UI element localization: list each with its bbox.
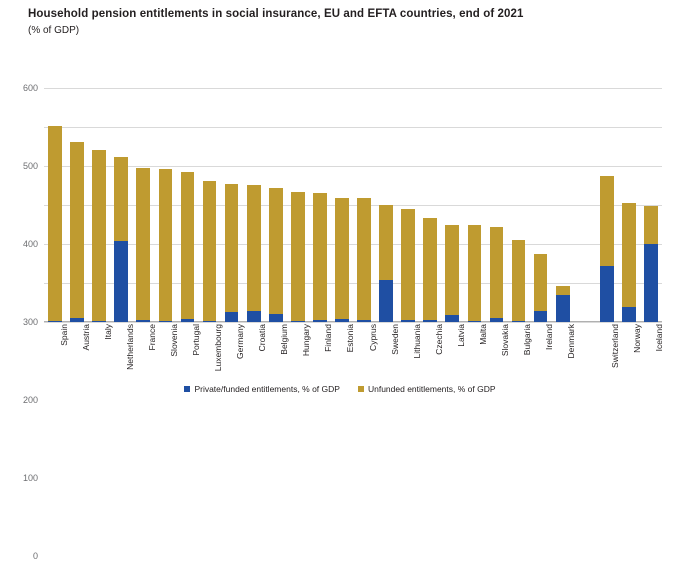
x-axis-tick-label: Bulgaria (522, 324, 533, 356)
bar-segment-unfunded (622, 203, 636, 307)
bar-segment-private (468, 321, 482, 322)
bar-segment-unfunded (379, 205, 393, 279)
x-axis-tick-label: Belgium (279, 324, 290, 355)
y-axis-tick-label: 500 (22, 161, 38, 171)
bar-segment-unfunded (490, 227, 504, 318)
x-axis-tick-label: Ireland (544, 324, 555, 350)
bar-segment-unfunded (556, 286, 570, 295)
bar-segment-private (313, 320, 327, 322)
bar-column[interactable] (534, 254, 548, 322)
bar-segment-unfunded (512, 240, 526, 321)
bar-segment-private (379, 280, 393, 322)
x-axis-tick-label: Cyprus (367, 324, 378, 351)
x-axis-tick-label: Iceland (654, 324, 665, 352)
bar-segment-unfunded (423, 218, 437, 321)
bar-column[interactable] (445, 225, 459, 322)
x-axis-tick-label: Denmark (566, 324, 577, 359)
legend-label-private: Private/funded entitlements, % of GDP (194, 384, 340, 394)
x-axis-tick-label: Malta (477, 324, 488, 345)
x-axis-tick-label: Hungary (301, 324, 312, 357)
bar-segment-unfunded (159, 169, 173, 321)
x-axis-tick-label: Luxembourg (213, 324, 224, 372)
x-axis-tick-label: Lithuania (411, 324, 422, 359)
bar-segment-private (512, 321, 526, 322)
x-axis-labels (44, 324, 665, 386)
bar-segment-private (92, 321, 106, 322)
x-axis-tick-label: Italy (102, 324, 113, 340)
x-axis-tick-label: Finland (323, 324, 334, 352)
bar-segment-private (159, 321, 173, 322)
bar-segment-private (423, 320, 437, 322)
bar-segment-private (335, 319, 349, 322)
y-axis-tick-label: 300 (22, 317, 38, 327)
bar-column[interactable] (622, 203, 636, 322)
bar-segment-private (357, 320, 371, 322)
bar-column[interactable] (600, 176, 614, 322)
bar-segment-unfunded (181, 172, 195, 319)
y-axis-tick-label: 600 (22, 83, 38, 93)
x-axis-tick-label: France (146, 324, 157, 351)
bar-segment-private (622, 307, 636, 322)
bar-series (44, 88, 662, 322)
bar-segment-unfunded (225, 184, 239, 312)
x-axis-tick-label: Croatia (257, 324, 268, 352)
bar-segment-unfunded (92, 150, 106, 320)
bar-segment-private (291, 321, 305, 322)
bar-segment-unfunded (291, 192, 305, 321)
legend-item-private[interactable] (184, 384, 340, 394)
legend-swatch-icon (184, 386, 190, 392)
bar-column[interactable] (357, 198, 371, 322)
y-axis-tick-label: 200 (22, 395, 38, 405)
bar-segment-unfunded (247, 185, 261, 312)
bar-segment-private (203, 321, 217, 322)
x-axis-tick-label: Spain (58, 324, 69, 346)
bar-column[interactable] (379, 205, 393, 322)
legend-item-unfunded[interactable] (358, 384, 496, 394)
bar-segment-unfunded (445, 225, 459, 315)
bar-column[interactable] (313, 193, 327, 322)
bar-segment-private (247, 311, 261, 322)
bar-segment-private (114, 241, 128, 322)
bar-segment-private (556, 295, 570, 322)
bar-column[interactable] (114, 157, 128, 322)
bar-segment-unfunded (269, 188, 283, 314)
x-axis-tick-label: Portugal (190, 324, 201, 356)
x-axis-tick-label: Norway (632, 324, 643, 353)
bar-segment-unfunded (534, 254, 548, 311)
bar-column[interactable] (401, 209, 415, 322)
x-axis-tick-label: Switzerland (610, 324, 621, 368)
legend-swatch-icon (358, 386, 364, 392)
bar-segment-private (136, 320, 150, 322)
bar-column[interactable] (490, 227, 504, 322)
x-axis-tick-label: Germany (235, 324, 246, 359)
bar-column[interactable] (468, 225, 482, 322)
bar-column[interactable] (291, 192, 305, 322)
x-axis-tick-label: Estonia (345, 324, 356, 353)
chart-legend (0, 384, 680, 394)
bar-column[interactable] (48, 126, 62, 322)
bar-segment-unfunded (136, 168, 150, 321)
chart-subtitle: (% of GDP) (28, 25, 80, 36)
bar-column[interactable] (70, 142, 84, 322)
bar-segment-private (534, 311, 548, 322)
bar-segment-private (181, 319, 195, 322)
bar-column[interactable] (181, 172, 195, 322)
bar-segment-private (490, 318, 504, 322)
x-axis-tick-label: Czechia (433, 324, 444, 355)
bar-segment-private (644, 244, 658, 322)
bar-segment-unfunded (357, 198, 371, 320)
bar-segment-unfunded (203, 181, 217, 321)
bar-segment-private (48, 321, 62, 322)
bar-segment-private (600, 266, 614, 322)
bar-segment-unfunded (401, 209, 415, 321)
bar-column[interactable] (136, 168, 150, 322)
bar-column[interactable] (247, 185, 261, 322)
bar-segment-unfunded (335, 198, 349, 319)
bar-segment-private (225, 312, 239, 322)
legend-label-unfunded: Unfunded entitlements, % of GDP (367, 384, 496, 394)
bar-segment-unfunded (114, 157, 128, 240)
y-axis-tick-label: 100 (22, 473, 38, 483)
bar-segment-unfunded (70, 142, 84, 318)
x-axis-tick-label: Austria (80, 324, 91, 351)
bar-column[interactable] (512, 240, 526, 322)
bar-column[interactable] (269, 188, 283, 322)
bar-segment-private (70, 318, 84, 322)
bar-segment-unfunded (644, 206, 658, 244)
x-axis-tick-label: Slovakia (499, 324, 510, 357)
x-axis-tick-label: Slovenia (168, 324, 179, 357)
chart-title: Household pension entitlements in social insurance, EU and EFTA countries, end of 2021 (28, 8, 524, 20)
bar-segment-private (401, 320, 415, 322)
y-axis-tick-label: 400 (22, 239, 38, 249)
bar-column[interactable] (225, 184, 239, 322)
x-axis-tick-label: Sweden (389, 324, 400, 355)
bar-column[interactable] (556, 286, 570, 322)
y-axis-tick-label: 0 (32, 551, 38, 561)
bar-column[interactable] (92, 150, 106, 322)
bar-column[interactable] (203, 181, 217, 322)
bar-column[interactable] (335, 198, 349, 322)
bar-segment-unfunded (48, 126, 62, 321)
bar-column[interactable] (644, 206, 658, 322)
bar-segment-private (445, 315, 459, 322)
x-axis-tick-label: Netherlands (124, 324, 135, 370)
bar-segment-unfunded (600, 176, 614, 266)
bar-column[interactable] (423, 218, 437, 323)
bar-segment-unfunded (313, 193, 327, 321)
bar-segment-private (269, 314, 283, 322)
bar-segment-unfunded (468, 225, 482, 321)
x-axis-tick-label: Latvia (455, 324, 466, 347)
bar-column[interactable] (159, 169, 173, 322)
